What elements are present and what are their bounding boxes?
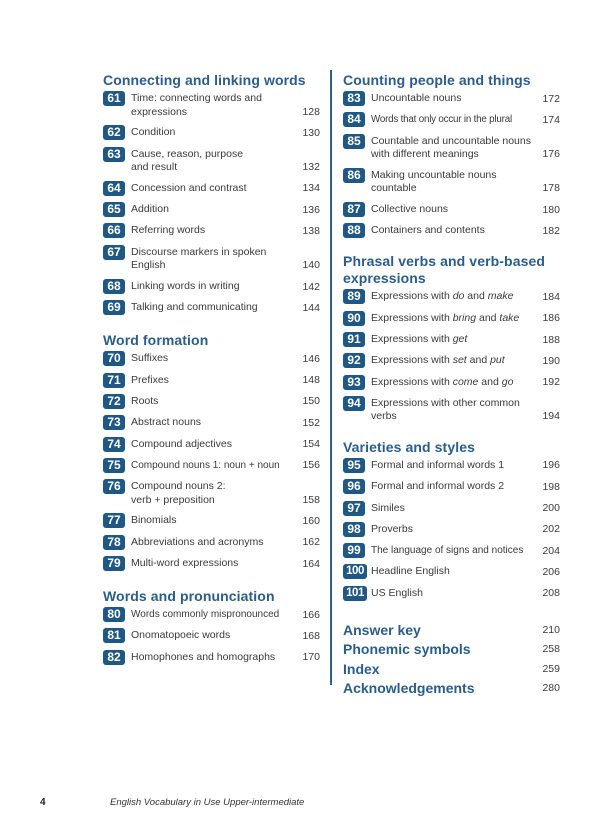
entry-title: Words commonly mispronounced (131, 609, 280, 621)
entry-page: 150 (302, 395, 320, 408)
back-matter-title: Answer key (343, 621, 421, 638)
entry-page: 200 (542, 502, 560, 515)
entry-title: Onomatopoeic words (131, 629, 231, 642)
entry-page: 202 (542, 523, 560, 536)
unit-badge: 89 (343, 289, 365, 304)
unit-badge: 65 (103, 202, 125, 217)
toc-entry[interactable] (103, 245, 320, 273)
entry-page: 132 (302, 161, 320, 174)
toc-entry[interactable] (343, 543, 560, 558)
entry-title: Making uncountable nouns countable (371, 168, 497, 195)
entry-page: 156 (302, 459, 320, 472)
entry-title: Homophones and homographs (131, 650, 276, 663)
back-matter-title: Index (343, 660, 380, 677)
unit-badge: 76 (103, 479, 125, 494)
toc-entry[interactable] (103, 458, 320, 473)
unit-badge: 61 (103, 91, 125, 106)
entry-page: 170 (302, 651, 320, 664)
unit-badge: 99 (343, 543, 365, 558)
entry-page: 198 (542, 480, 560, 493)
toc-entry[interactable] (103, 415, 320, 430)
unit-badge: 62 (103, 125, 125, 140)
toc-entry[interactable] (343, 223, 560, 238)
entry-title: Suffixes (131, 352, 169, 365)
toc-entry[interactable] (343, 522, 560, 537)
unit-badge: 71 (103, 373, 125, 388)
toc-entry[interactable] (343, 332, 560, 347)
entry-page: 146 (302, 352, 320, 365)
unit-badge: 88 (343, 223, 365, 238)
entry-page: 192 (542, 376, 560, 389)
toc-entry[interactable] (103, 147, 320, 175)
entry-page: 140 (302, 259, 320, 272)
section-counting (343, 72, 560, 238)
entry-title: Linking words in writing (131, 280, 240, 293)
entry-title: Abstract nouns (131, 416, 202, 429)
unit-badge: 98 (343, 522, 365, 537)
unit-badge: 94 (343, 396, 365, 411)
entry-title: Expressions with do and make (371, 290, 514, 303)
toc-entry[interactable] (103, 202, 320, 217)
entry-title: Roots (131, 394, 159, 407)
unit-badge: 64 (103, 181, 125, 196)
entry-title: Uncountable nouns (371, 92, 462, 104)
unit-badge: 68 (103, 279, 125, 294)
toc-entry[interactable] (103, 650, 320, 665)
entry-title: Discourse markers in spoken English (131, 245, 267, 272)
unit-badge: 73 (103, 415, 125, 430)
entry-title: Containers and contents (371, 224, 485, 237)
toc-entry[interactable] (343, 396, 560, 424)
toc-entry[interactable] (103, 91, 320, 119)
back-matter-acknowledgements[interactable] (343, 679, 560, 699)
unit-badge: 69 (103, 300, 125, 315)
section-title: Varieties and styles (343, 438, 475, 455)
entry-page: 184 (542, 290, 560, 303)
toc-entry[interactable] (343, 311, 560, 326)
entry-page: 174 (542, 113, 560, 126)
toc-entry[interactable] (103, 628, 320, 643)
entry-page: 176 (542, 148, 560, 161)
entry-title: Talking and communicating (131, 301, 258, 314)
entry-page: 158 (302, 493, 320, 506)
entry-title: Formal and informal words 1 (371, 458, 505, 471)
unit-badge: 74 (103, 437, 125, 452)
toc-entry[interactable] (103, 300, 320, 315)
back-matter-page: 210 (542, 623, 560, 636)
toc-entry[interactable] (103, 351, 320, 366)
entry-title: Abbreviations and acronyms (131, 535, 264, 548)
unit-badge: 91 (343, 332, 365, 347)
column-divider (330, 70, 332, 685)
entry-title: Headline English (371, 565, 450, 578)
entry-title: The language of signs and notices (371, 545, 524, 557)
toc-entry[interactable] (343, 458, 560, 473)
toc-entry[interactable] (343, 501, 560, 516)
back-matter-phonemic-symbols[interactable] (343, 640, 560, 660)
back-matter-page: 259 (542, 662, 560, 675)
entry-title: Addition (131, 203, 169, 216)
entry-page: 134 (302, 182, 320, 195)
unit-badge: 81 (103, 628, 125, 643)
unit-badge: 95 (343, 458, 365, 473)
entry-title: Cause, reason, purpose and result (131, 147, 244, 174)
toc-entry[interactable] (343, 202, 560, 217)
entry-title: US English (371, 586, 423, 599)
unit-badge: 101 (343, 586, 367, 601)
unit-badge: 87 (343, 202, 365, 217)
entry-title: Proverbs (371, 522, 414, 535)
entry-page: 164 (302, 557, 320, 570)
entry-title: Expressions with bring and take (371, 311, 520, 324)
toc-entry[interactable] (343, 479, 560, 494)
back-matter-page: 258 (542, 643, 560, 656)
section-title: Word formation (103, 332, 209, 349)
toc-entry[interactable] (103, 479, 320, 507)
entry-page: 172 (542, 92, 560, 105)
unit-badge: 79 (103, 556, 125, 571)
entry-page: 144 (302, 301, 320, 314)
toc-entry[interactable] (103, 373, 320, 388)
toc-entry[interactable] (103, 279, 320, 294)
toc-entry[interactable] (103, 607, 320, 622)
entry-page: 138 (302, 224, 320, 237)
entry-page: 186 (542, 312, 560, 325)
unit-badge: 93 (343, 375, 365, 390)
unit-badge: 97 (343, 501, 365, 516)
entry-page: 136 (302, 203, 320, 216)
entry-page: 148 (302, 374, 320, 387)
entry-title: Expressions with get (371, 333, 468, 346)
back-matter (343, 621, 560, 699)
entry-page: 162 (302, 536, 320, 549)
entry-title: Expressions with come and go (371, 375, 514, 388)
unit-badge: 67 (103, 245, 125, 260)
toc-entry[interactable] (343, 112, 560, 127)
entry-title: Expressions with other common verbs (371, 396, 520, 423)
unit-badge: 82 (103, 650, 125, 665)
toc-entry[interactable] (343, 134, 560, 162)
entry-title: Condition (131, 126, 176, 139)
unit-badge: 66 (103, 223, 125, 238)
unit-badge: 78 (103, 535, 125, 550)
entry-page: 182 (542, 224, 560, 237)
unit-badge: 63 (103, 147, 125, 162)
entry-title: Similes (371, 501, 405, 514)
unit-badge: 77 (103, 513, 125, 528)
back-matter-page: 280 (542, 682, 560, 695)
entry-page: 188 (542, 333, 560, 346)
toc-entry[interactable] (343, 289, 560, 304)
entry-page: 152 (302, 416, 320, 429)
toc-entry[interactable] (343, 586, 560, 601)
entry-page: 128 (302, 105, 320, 118)
entry-page: 196 (542, 459, 560, 472)
entry-page: 154 (302, 438, 320, 451)
entry-title: Compound nouns 2: verb + preposition (131, 480, 226, 506)
entry-page: 190 (542, 354, 560, 367)
unit-badge: 84 (343, 112, 365, 127)
entry-title: Words that only occur in the plural (371, 114, 512, 126)
entry-title: Prefixes (131, 373, 169, 386)
unit-badge: 86 (343, 168, 365, 183)
section-title: Words and pronunciation (103, 588, 275, 605)
toc-entry[interactable] (103, 394, 320, 409)
entry-title: Countable and uncountable nouns with different meanings (371, 134, 531, 161)
toc-right-column (343, 72, 560, 699)
toc-entry[interactable] (103, 125, 320, 140)
unit-badge: 83 (343, 91, 365, 106)
toc-left-column (103, 72, 320, 671)
entry-title: Compound nouns 1: noun + noun (131, 459, 280, 471)
entry-page: 168 (302, 629, 320, 642)
entry-page: 160 (302, 514, 320, 527)
entry-title: Referring words (131, 224, 206, 237)
back-matter-index[interactable] (343, 660, 560, 680)
entry-title: Compound adjectives (131, 437, 232, 450)
section-title: Connecting and linking words (103, 72, 306, 88)
section-word-formation (103, 332, 320, 571)
entry-title: Binomials (131, 514, 177, 527)
toc-entry[interactable] (103, 556, 320, 571)
footer-page-number: 4 (40, 797, 46, 808)
entry-page: 178 (542, 182, 560, 195)
entry-title: Concession and contrast (131, 181, 247, 194)
toc-entry[interactable] (103, 513, 320, 528)
unit-badge: 75 (103, 458, 125, 473)
back-matter-title: Phonemic symbols (343, 641, 471, 658)
entry-page: 194 (542, 410, 560, 423)
unit-badge: 80 (103, 607, 125, 622)
footer-book-title: English Vocabulary in Use Upper-intermediate (110, 797, 305, 808)
entry-page: 204 (542, 544, 560, 557)
entry-page: 180 (542, 203, 560, 216)
back-matter-answer-key[interactable] (343, 621, 560, 641)
toc-entry[interactable] (103, 437, 320, 452)
toc-entry[interactable] (103, 535, 320, 550)
section-words-pronunciation (103, 588, 320, 665)
unit-badge: 72 (103, 394, 125, 409)
toc-entry[interactable] (343, 168, 560, 196)
entry-title: Multi-word expressions (131, 557, 239, 570)
unit-badge: 85 (343, 134, 365, 149)
entry-title: Time: connecting words and expressions (131, 92, 262, 118)
entry-page: 166 (302, 608, 320, 621)
toc-entry[interactable] (343, 375, 560, 390)
section-phrasal-verbs (343, 253, 560, 423)
entry-title: Formal and informal words 2 (371, 480, 505, 493)
back-matter-title: Acknowledgements (343, 680, 475, 697)
unit-badge: 90 (343, 311, 365, 326)
entry-page: 208 (542, 587, 560, 600)
section-varieties-styles (343, 439, 560, 601)
section-title: Counting people and things (343, 72, 531, 88)
toc-entry[interactable] (343, 564, 560, 579)
entry-page: 130 (302, 126, 320, 139)
unit-badge: 92 (343, 353, 365, 368)
toc-entry[interactable] (103, 223, 320, 238)
unit-badge: 96 (343, 479, 365, 494)
section-connecting-linking (103, 72, 320, 315)
toc-entry[interactable] (343, 91, 560, 106)
toc-entry[interactable] (343, 353, 560, 368)
section-title: Phrasal verbs and verb-based expressions (343, 253, 545, 287)
entry-page: 206 (542, 565, 560, 578)
toc-entry[interactable] (103, 181, 320, 196)
entry-title: Collective nouns (371, 203, 449, 216)
unit-badge: 70 (103, 351, 125, 366)
unit-badge: 100 (343, 564, 367, 579)
entry-page: 142 (302, 280, 320, 293)
entry-title: Expressions with set and put (371, 354, 505, 367)
